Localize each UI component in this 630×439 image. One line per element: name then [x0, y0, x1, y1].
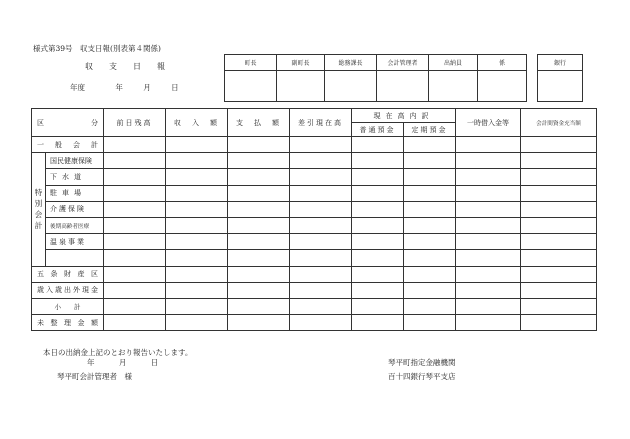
report-statement: 本日の出納金上記のとおり報告いたします。 [43, 348, 193, 357]
report-title: 収 支 日 報 [85, 62, 169, 71]
header-income: 収 入 額 [166, 109, 228, 137]
stamp-header-bank: 銀行 [538, 55, 583, 71]
form-number: 様式第39号 収支日報(別表第４関係) [33, 44, 161, 53]
report-date-month: 月 [118, 358, 127, 367]
row-goshu-property: 五条財産区 [32, 266, 104, 282]
table-row [32, 137, 597, 153]
bank-designation: 琴平町指定金融機関 [388, 358, 456, 367]
daily-report-table [31, 108, 597, 331]
special-account-label: 特 別 会 計 [32, 153, 46, 266]
fiscal-date-line [70, 82, 197, 93]
table-row [32, 315, 597, 331]
header-payment: 支 払 額 [228, 109, 290, 137]
day-label: 日 [171, 83, 179, 92]
stamp-header-general-affairs: 総務課長 [325, 55, 377, 71]
stamp-box-deputy-mayor[interactable] [277, 71, 325, 102]
stamp-header-accounting-manager: 会計管理者 [377, 55, 429, 71]
month-label: 月 [143, 83, 151, 92]
stamp-box-staff[interactable] [478, 71, 527, 102]
report-date [87, 357, 180, 368]
stamp-box-treasurer[interactable] [429, 71, 478, 102]
header-time-deposit: 定期預金 [404, 123, 456, 137]
table-row [32, 201, 597, 217]
stamp-header-staff: 係 [478, 55, 527, 71]
stamp-header-treasurer: 出納員 [429, 55, 478, 71]
header-category: 区 分 [32, 109, 104, 137]
row-hot-spring-business: 温泉事業 [46, 234, 104, 250]
row-nursing-care-insurance: 介護保険 [46, 201, 104, 217]
header-fund-transfer: 会計間資金充当額 [521, 109, 597, 137]
stamp-header-mayor: 町長 [225, 55, 277, 71]
row-cash-outside-budget: 歳入歳出外現金 [32, 282, 104, 298]
row-national-health-insurance: 国民健康保険 [46, 153, 104, 169]
row-general-account: 一般会計 [32, 137, 104, 153]
addressee-manager: 琴平町会計管理者 様 [57, 372, 132, 381]
stamp-box-accounting-manager[interactable] [377, 71, 429, 102]
table-row [32, 234, 597, 250]
table-row [32, 250, 597, 266]
table-row [32, 217, 597, 233]
header-ordinary-deposit: 普通預金 [352, 123, 404, 137]
row-subtotal: 小 計 [32, 298, 104, 314]
table-row [32, 185, 597, 201]
stamp-header-deputy-mayor: 副町長 [277, 55, 325, 71]
header-prev-balance: 前日残高 [104, 109, 166, 137]
row-late-elderly-medical: 後期高齢者医療 [46, 217, 104, 233]
table-row [32, 169, 597, 185]
stamp-box-bank[interactable] [538, 71, 583, 102]
table-row [32, 266, 597, 282]
year-label: 年 [115, 83, 123, 92]
header-balance-breakdown: 現在高内訳 [352, 109, 456, 123]
table-row [32, 298, 597, 314]
row-unsettled-amount: 未整理金額 [32, 315, 104, 331]
bank-stamp-table [537, 54, 583, 102]
stamp-box-general-affairs[interactable] [325, 71, 377, 102]
fiscal-year-label: 年度 [70, 83, 85, 92]
table-row [32, 282, 597, 298]
stamp-box-mayor[interactable] [225, 71, 277, 102]
row-parking: 駐車場 [46, 185, 104, 201]
header-temporary-loan: 一時借入金等 [456, 109, 521, 137]
row-special-blank [46, 250, 104, 266]
row-sewerage: 下水道 [46, 169, 104, 185]
report-date-day: 日 [150, 358, 159, 367]
table-row [32, 153, 597, 169]
header-current-balance: 差引現在高 [290, 109, 352, 137]
report-date-year: 年 [87, 358, 95, 367]
bank-name: 百十四銀行琴平支店 [388, 372, 456, 381]
approval-stamp-table [224, 54, 527, 102]
